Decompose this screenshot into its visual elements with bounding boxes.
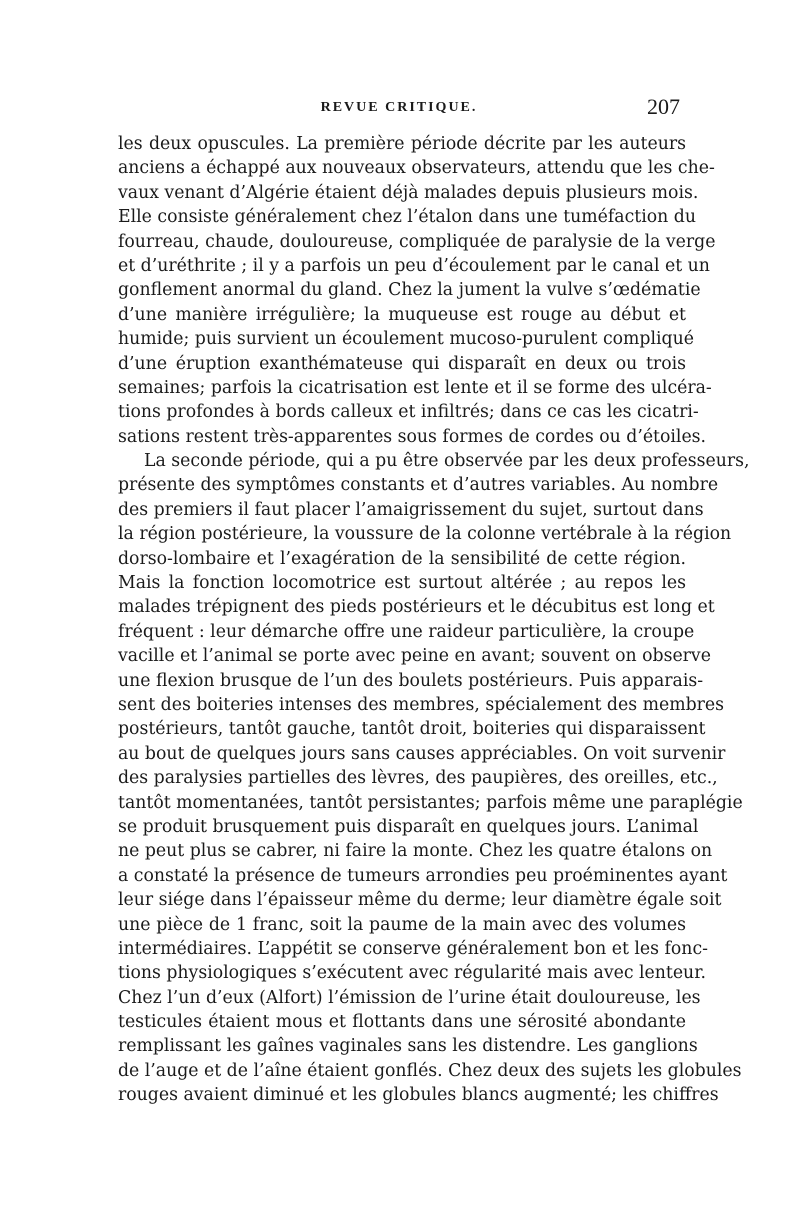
text-line: testicules étaient mous et flottants dans une sérosité abondante (118, 1012, 686, 1033)
paragraph-1 (118, 132, 716, 449)
text-line: présente des symptômes constants et d’autres variables. Au nombre (118, 475, 719, 496)
text-line: fréquent : leur démarche offre une raideur particulière, la croupe (118, 621, 695, 642)
text-line: remplissant les gaînes vaginales sans les distendre. Les ganglions (118, 1036, 698, 1057)
text-line: des paralysies partielles des lèvres, des paupières, des oreilles, etc., (118, 768, 718, 789)
text-line: tantôt momentanées, tantôt persistantes; parfois même une paraplégie (118, 792, 743, 813)
text-line: leur siége dans l’épaisseur même du derme; leur diamètre égale soit (118, 890, 722, 911)
text-line: postérieurs, tantôt gauche, tantôt droit, boiteries qui disparaissent (118, 719, 706, 740)
text-line: anciens a échappé aux nouveaux observateurs, attendu que les che- (118, 158, 715, 179)
text-line: au bout de quelques jours sans causes appréciables. On voit survenir (118, 743, 726, 764)
text-line: de l’auge et de l’aîne étaient gonflés. Chez deux des sujets les globules (118, 1060, 742, 1081)
text-line: La seconde période, qui a pu être observée par les deux professeurs, (144, 451, 750, 472)
text-line: rouges avaient diminué et les globules blancs augmenté; les chiffres (118, 1085, 719, 1106)
text-line: Chez l’un d’eux (Alfort) l’émission de l’urine était douloureuse, les (118, 987, 701, 1008)
text-line: la région postérieure, la voussure de la colonne vertébrale à la région (118, 524, 732, 545)
page-number: 207 (647, 94, 680, 119)
text-line: une pièce de 1 franc, soit la paume de la main avec des volumes (118, 914, 686, 935)
text-line: vaux venant d’Algérie étaient déjà malades depuis plusieurs mois. (118, 182, 699, 203)
text-line: semaines; parfois la cicatrisation est lente et il se forme des ulcéra- (118, 377, 712, 398)
text-line: sent des boiteries intenses des membres, spécialement des membres (118, 694, 724, 715)
text-line: fourreau, chaude, douloureuse, compliquée de paralysie de la verge (118, 231, 716, 252)
text-line: sations restent très-apparentes sous formes de cordes ou d’étoiles. (118, 426, 707, 447)
text-line: malades trépignent des pieds postérieurs et le décubitus est long et (118, 597, 715, 618)
text-line: des premiers il faut placer l’amaigrissement du sujet, surtout dans (118, 499, 704, 520)
text-line: Mais la fonction locomotrice est surtout altérée ; au repos les (118, 573, 686, 594)
text-line: vacille et l’animal se porte avec peine en avant; souvent on observe (118, 646, 711, 667)
text-line: et d’uréthrite ; il y a parfois un peu d’écoulement par le canal et un (118, 255, 710, 276)
text-line: les deux opuscules. La première période décrite par les auteurs (118, 134, 686, 154)
running-title: REVUE CRITIQUE. (320, 100, 478, 115)
text-line: ne peut plus se cabrer, ni faire la monte. Chez les quatre étalons on (118, 841, 713, 862)
body-text (118, 132, 750, 1108)
text-line: dorso-lombaire et l’exagération de la sensibilité de cette région. (118, 548, 686, 569)
running-header (118, 94, 680, 124)
text-line: a constaté la présence de tumeurs arrondies peu proéminentes ayant (118, 865, 728, 886)
text-line: tions profondes à bords calleux et infiltrés; dans ce cas les cicatri- (118, 402, 699, 423)
text-line: tions physiologiques s’exécutent avec régularité mais avec lenteur. (118, 963, 707, 984)
text-line: humide; puis survient un écoulement mucoso-purulent compliqué (118, 329, 694, 350)
paragraph-2 (118, 449, 750, 1108)
text-line: gonflement anormal du gland. Chez la jument la vulve s’œdématie (118, 280, 701, 301)
text-line: intermédiaires. L’appétit se conserve généralement bon et les fonc- (118, 938, 708, 959)
text-line: Elle consiste généralement chez l’étalon dans une tuméfaction du (118, 207, 696, 228)
text-line: se produit brusquement puis disparaît en quelques jours. L’animal (118, 816, 699, 837)
text-line: une flexion brusque de l’un des boulets postérieurs. Puis apparais- (118, 670, 704, 691)
text-line: d’une éruption exanthémateuse qui disparaît en deux ou trois (118, 353, 686, 374)
text-line: d’une manière irrégulière; la muqueuse est rouge au début et (118, 304, 686, 325)
